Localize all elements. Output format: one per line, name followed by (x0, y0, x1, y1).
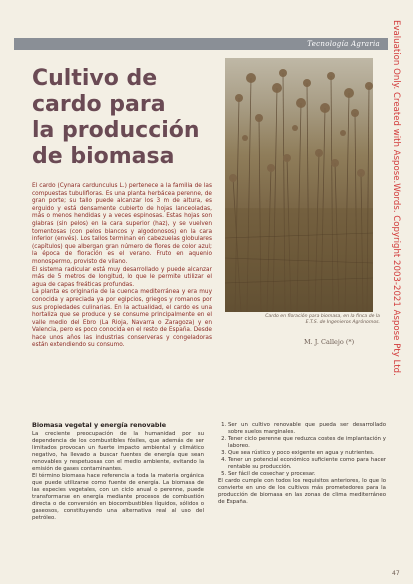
left-column-paragraph-1: La creciente preocupación de la humanidad por su dependencia de los combustibles fósiles, que además de ser limitados provocan un fuerte impacto ambiental y climático negativo, ha llevado a buscar fuentes de energía que sean renovables y respetuosas con el medio ambiente, evitando la emisión de gases contaminantes. (32, 431, 204, 472)
section-header-bar (14, 38, 388, 50)
left-column-heading: Biomasa vegetal y energía renovable (32, 421, 167, 429)
left-column-paragraph-2: El término biomasa hace referencia a toda la materia orgánica que puede utilizarse como fuente de energía. La biomasa de las especies vegetales, con un ciclo anual o perenne, puede transformarse en energía mediante procesos de combustión directa o de conversión en biocombustibles líquidos, sólidos o gaseosos, constituyendo una alternativa real al uso del petróleo. (32, 473, 204, 521)
intro-paragraph-1: El cardo (Cynara cardunculus L.) pertenece a la familia de las compuestas tubulifloras. Es una planta herbácea perenne, de gran porte; su tallo puede alcanzar los 3 m de altura, es erguido y está densamente cubierto de hojas lanceoladas, más o menos hendidas y a veces espinosas. Estas hojas son glabras (sin pelos) en la cara superior (haz), y se vuelven tomentosas (con pelos blancos y algodonosos) en la cara inferior (envés). Los tallos terminan en cabezuelas globulares (capítulos) que albergan gran número de flores de color azul; la época de floración es el verano. Fruto en aquenio monospermo, provisto de vilano. (32, 183, 212, 265)
photo-illustration (225, 58, 373, 312)
evaluation-watermark (389, 20, 403, 380)
list-item: 2. Tener ciclo perenne que reduzca costes de implantación y laboreo. (228, 436, 386, 450)
title-line-1: Cultivo de (32, 66, 158, 91)
list-item: 4. Tener un potencial económico suficiente como para hacer rentable su producción. (228, 457, 386, 471)
photo-caption: Cardo en floración para biomasa, en la finca de la E.T.S. de Ingenieros Agrónomos. (265, 314, 380, 325)
title-line-2: cardo para (32, 92, 166, 117)
article-title (32, 66, 212, 170)
right-column-paragraph-1: El cardo cumple con todos los requisitos anteriores, lo que lo convierte en uno de los cultivos más prometedores para la producción de biomasa en las zonas de clima mediterráneo de España. (218, 478, 386, 505)
page-number: 47 (392, 570, 400, 577)
title-line-3: la producción (32, 118, 200, 143)
list-item: 5. Ser fácil de cosechar y procesar. (228, 471, 386, 478)
intro-paragraph-3: La planta es originaria de la cuenca mediterránea y era muy conocida y apreciada ya por egipcios, griegos y romanos por sus propiedades culinarias. En la actualidad, el cardo es una hortaliza que se produce y se consume principalmente en el valle medio del Ebro (La Rioja, Navarra o Zaragoza) y en Valencia, pero es poco conocida en el resto de España. Desde hace unos años las industrias conserveras y congeladoras están extendiendo su consumo. (32, 289, 212, 349)
title-line-4: de biomasa (32, 144, 175, 169)
author-name: M. J. Callejo (*) (304, 338, 355, 346)
intro-text (32, 183, 212, 350)
cardo-field-photo (225, 58, 373, 312)
list-item: 1. Ser un cultivo renovable que pueda ser desarrollado sobre suelos marginales. (228, 422, 386, 436)
section-label: Tecnología Agraria (307, 40, 380, 48)
body-column-right (218, 422, 386, 506)
requirements-list (218, 422, 386, 478)
list-item: 3. Que sea rústico y poco exigente en agua y nutrientes. (228, 450, 386, 457)
watermark-text: Evaluation Only. Created with Aspose.Words. Copyright 2003-2021 Aspose Pty Ltd. (391, 20, 401, 376)
body-column-left (32, 422, 204, 522)
intro-paragraph-2: El sistema radicular está muy desarrollado y puede alcanzar más de 5 metros de longitud, lo que le permite utilizar el agua de capas freáticas profundas. (32, 266, 212, 288)
